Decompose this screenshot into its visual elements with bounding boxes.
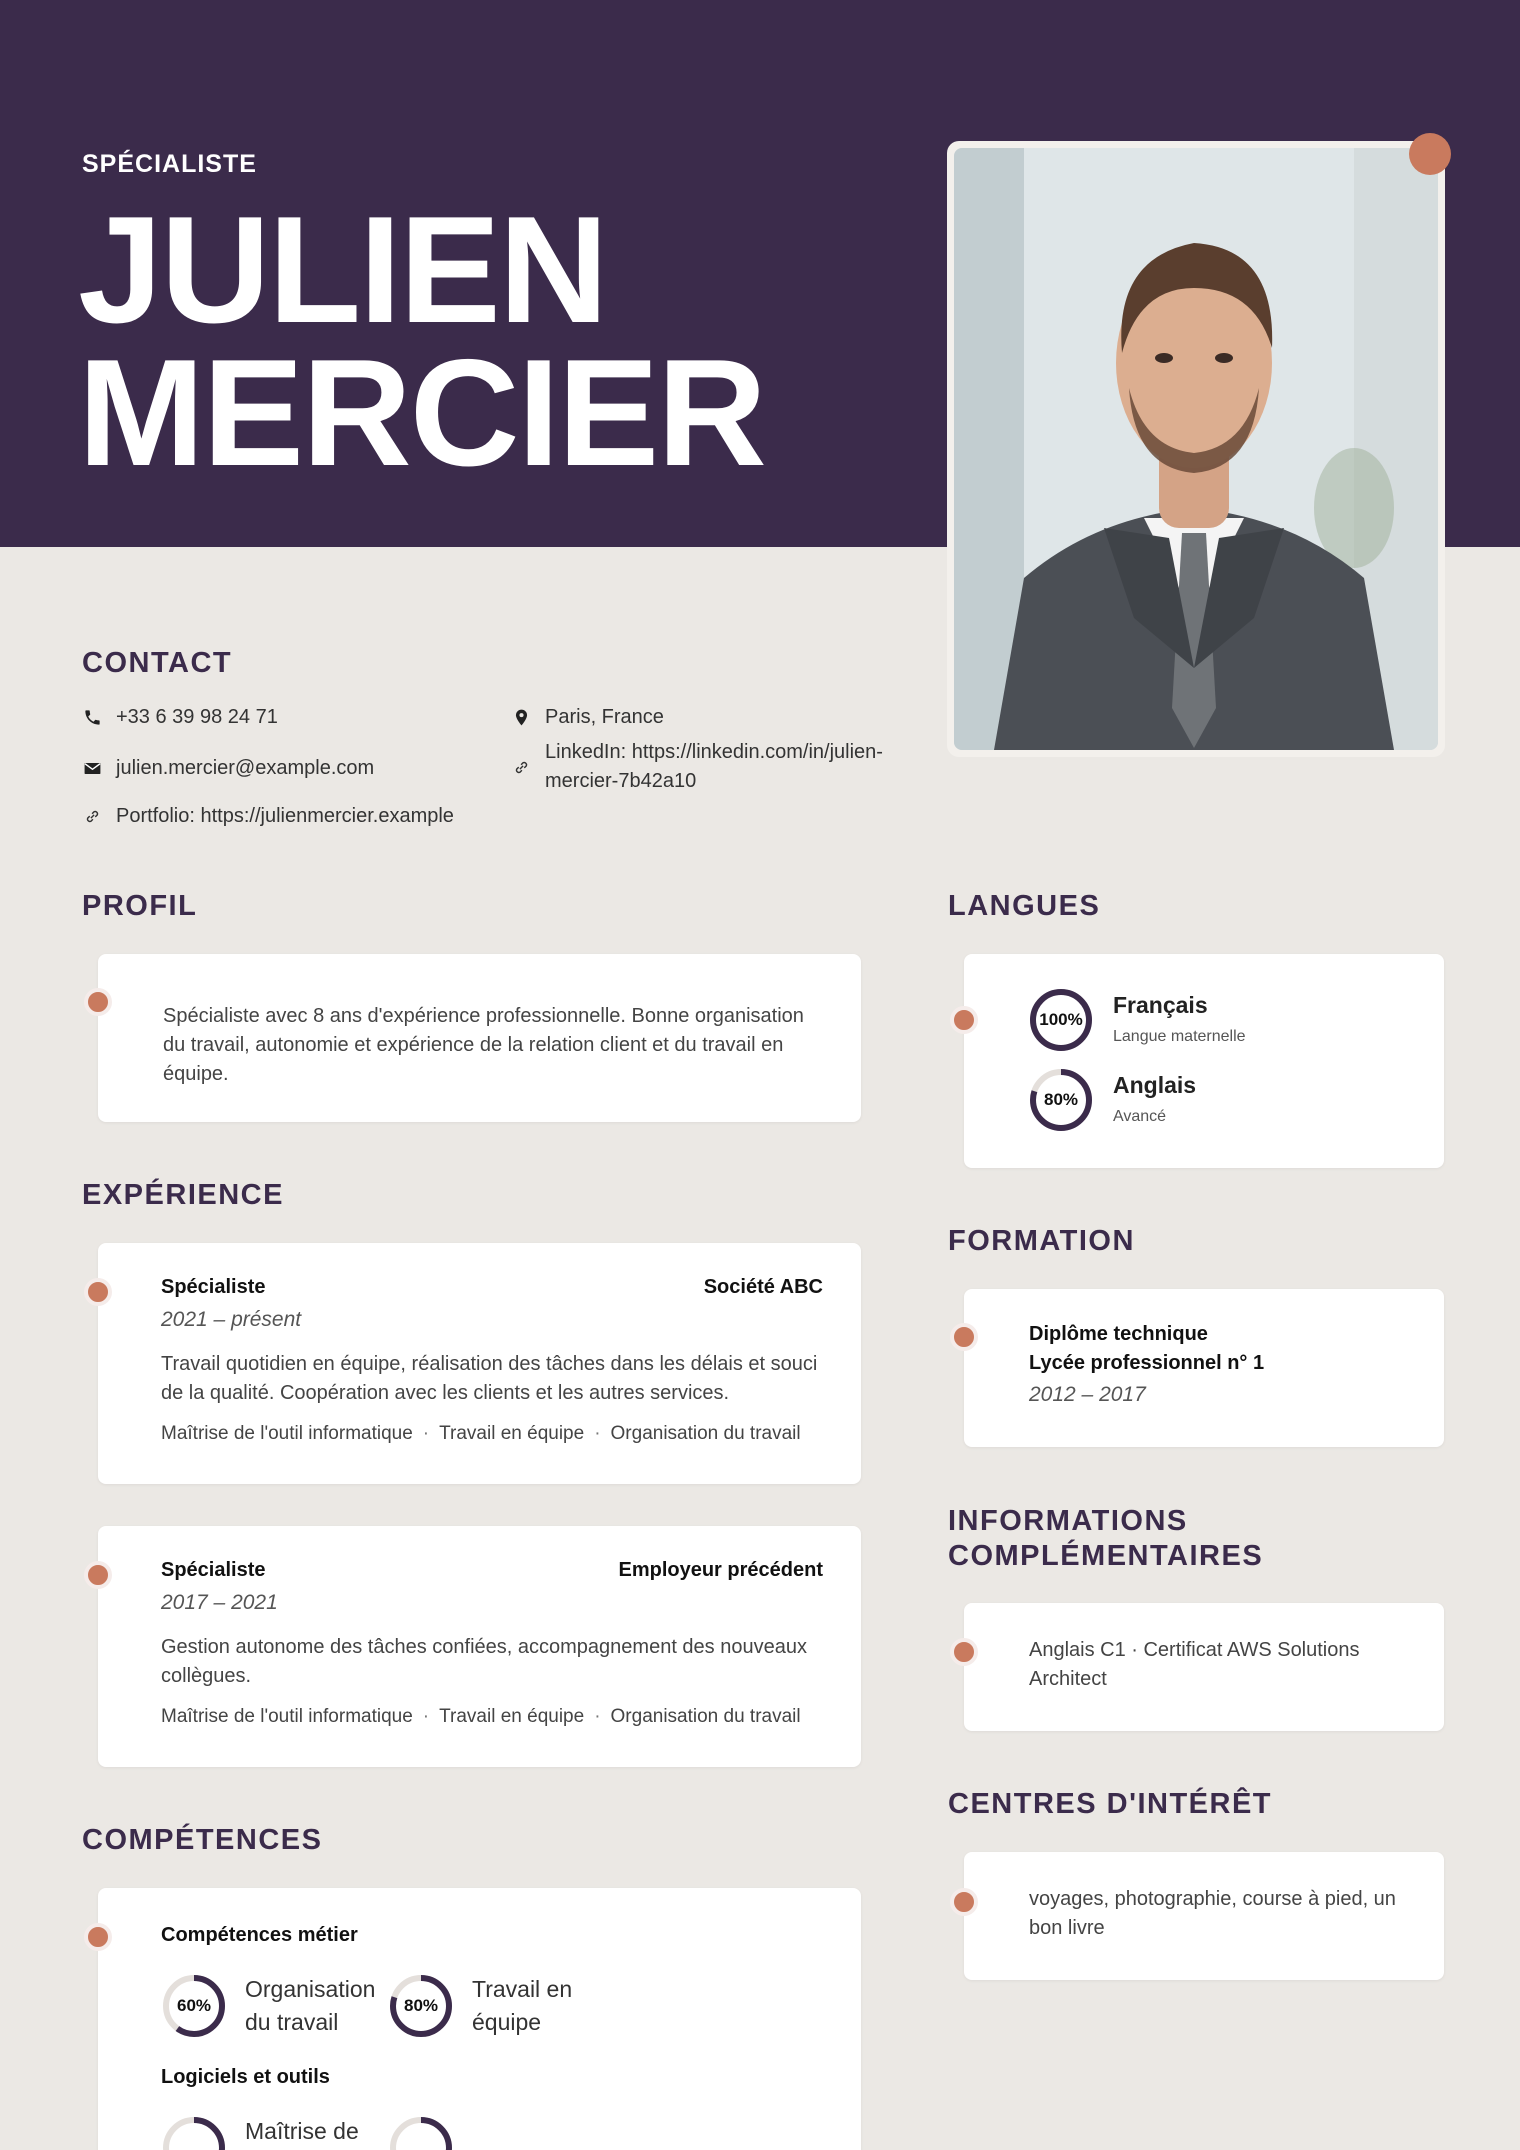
languages-title: LANGUES [948, 890, 1101, 922]
skill-percent [161, 2115, 227, 2150]
skill-label-line: Maîtrise de [245, 2118, 359, 2144]
education-dates: 2012 – 2017 [1029, 1383, 1146, 1406]
contact-phone [82, 703, 278, 732]
profile-photo [954, 148, 1438, 750]
tag: Maîtrise de l'outil informatique [161, 1423, 413, 1444]
skill-ring [161, 2115, 227, 2150]
language-level: Langue maternelle [1113, 1028, 1246, 1045]
photo-accent-dot [1409, 133, 1451, 175]
profile-title: PROFIL [82, 890, 198, 922]
additional-text: Anglais C1 · Certificat AWS Solutions Architect [1029, 1639, 1360, 1690]
tag: Travail en équipe [439, 1423, 585, 1444]
interests-title: CENTRES D'INTÉRÊT [948, 1788, 1273, 1820]
experience-dates: 2021 – présent [161, 1308, 302, 1331]
experience-company: Employeur précédent [618, 1559, 823, 1581]
experience-role: Spécialiste [161, 1276, 266, 1298]
education-school: Lycée professionnel n° 1 [1029, 1352, 1265, 1374]
tag-separator: · [422, 1706, 430, 1727]
skills-title: COMPÉTENCES [82, 1824, 323, 1856]
interests-bullet [950, 1888, 978, 1916]
experience-description: Travail quotidien en équipe, réalisation des tâches dans les délais et souci de la qualité. Coopération avec les clients et les autres services. [161, 1353, 818, 1404]
experience-bullet [84, 1561, 112, 1589]
phone-icon [82, 703, 102, 732]
language-level: Avancé [1113, 1108, 1167, 1125]
interests-card [964, 1852, 1444, 1980]
interests-text: voyages, photographie, course à pied, un bon livre [1029, 1888, 1396, 1939]
language-name: Français [1113, 992, 1208, 1018]
skill-item [161, 1973, 375, 2039]
language-ring [1028, 1067, 1094, 1133]
skill-label-line: équipe [472, 2009, 542, 2035]
profile-bullet [84, 988, 112, 1016]
additional-card [964, 1603, 1444, 1731]
phone-text[interactable]: +33 6 39 98 24 71 [116, 706, 278, 728]
skill-label [245, 2115, 359, 2148]
link-icon [82, 802, 102, 831]
skill-ring [161, 1973, 227, 2039]
languages-card [964, 954, 1444, 1168]
location-text: Paris, France [545, 706, 664, 728]
experience-tags [161, 1423, 801, 1445]
location-pin-icon [511, 703, 531, 732]
last-name: MERCIER [78, 328, 765, 498]
education-degree: Diplôme technique [1029, 1323, 1208, 1345]
experience-title: EXPÉRIENCE [82, 1179, 284, 1211]
additional-title-line: COMPLÉMENTAIRES [948, 1540, 1264, 1572]
language-ring [1028, 987, 1094, 1053]
experience-bullet [84, 1278, 112, 1306]
contact-portfolio [82, 802, 454, 831]
contact-linkedin [511, 738, 883, 796]
contact-email [82, 754, 374, 783]
language-name: Anglais [1113, 1072, 1197, 1098]
education-card [964, 1289, 1444, 1447]
skill-item [388, 1973, 572, 2039]
experience-card-1 [98, 1243, 861, 1484]
first-name: JULIEN [78, 185, 607, 355]
skill-group-name: Compétences métier [161, 1924, 358, 1946]
envelope-icon [82, 754, 102, 783]
profile-text: Spécialiste avec 8 ans d'expérience professionnelle. Bonne organisation du travail, autonomie et expérience de la relation client et du travail en équipe. [163, 1005, 804, 1085]
job-title: SPÉCIALISTE [82, 150, 257, 178]
languages-bullet [950, 1006, 978, 1034]
skill-item [388, 2115, 454, 2150]
experience-dates: 2017 – 2021 [161, 1591, 278, 1614]
profile-photo-frame [947, 141, 1445, 757]
skill-ring [388, 2115, 454, 2150]
experience-role: Spécialiste [161, 1559, 266, 1581]
experience-card-2 [98, 1526, 861, 1767]
additional-title-line: INFORMATIONS [948, 1505, 1188, 1537]
language-percent: 80% [1043, 1090, 1079, 1109]
skill-label-line: Travail en [472, 1976, 573, 2002]
skill-percent: 60% [176, 1996, 212, 2015]
skills-bullet [84, 1923, 112, 1951]
skill-ring [388, 1973, 454, 2039]
link-icon [511, 738, 531, 796]
tag: Travail en équipe [439, 1706, 585, 1727]
skill-label [472, 1973, 572, 2039]
tag-separator: · [422, 1423, 430, 1444]
experience-company: Société ABC [703, 1276, 823, 1298]
tag: Organisation du travail [610, 1706, 801, 1727]
tag-separator: · [594, 1706, 601, 1727]
email-text[interactable]: julien.mercier@example.com [116, 757, 375, 779]
skill-label-line: du travail [245, 2009, 339, 2035]
education-title: FORMATION [948, 1225, 1135, 1257]
experience-tags [161, 1706, 801, 1728]
portfolio-text[interactable]: Portfolio: https://julienmercier.example [116, 805, 454, 827]
skill-item [161, 2115, 359, 2150]
skill-label [245, 1973, 375, 2039]
tag: Maîtrise de l'outil informatique [161, 1706, 413, 1727]
skill-label-line: Organisation [245, 1976, 376, 2002]
skill-group-name: Logiciels et outils [161, 2066, 330, 2088]
tag: Organisation du travail [610, 1423, 801, 1444]
skills-card [98, 1888, 861, 2150]
additional-bullet [950, 1638, 978, 1666]
experience-description: Gestion autonome des tâches confiées, accompagnement des nouveaux collègues. [161, 1636, 807, 1687]
contact-location [511, 703, 664, 732]
contact-title: CONTACT [82, 647, 233, 679]
linkedin-text[interactable] [545, 738, 883, 796]
education-bullet [950, 1323, 978, 1351]
profile-card [98, 954, 861, 1122]
tag-separator: · [594, 1423, 601, 1444]
linkedin-line-2: mercier-7b42a10 [545, 770, 697, 792]
additional-title [948, 1504, 1263, 1574]
portrait-illustration [954, 148, 1438, 750]
skill-percent: 80% [403, 1996, 439, 2015]
language-percent: 100% [1039, 1010, 1083, 1029]
linkedin-line-1: LinkedIn: https://linkedin.com/in/julien- [545, 741, 883, 763]
